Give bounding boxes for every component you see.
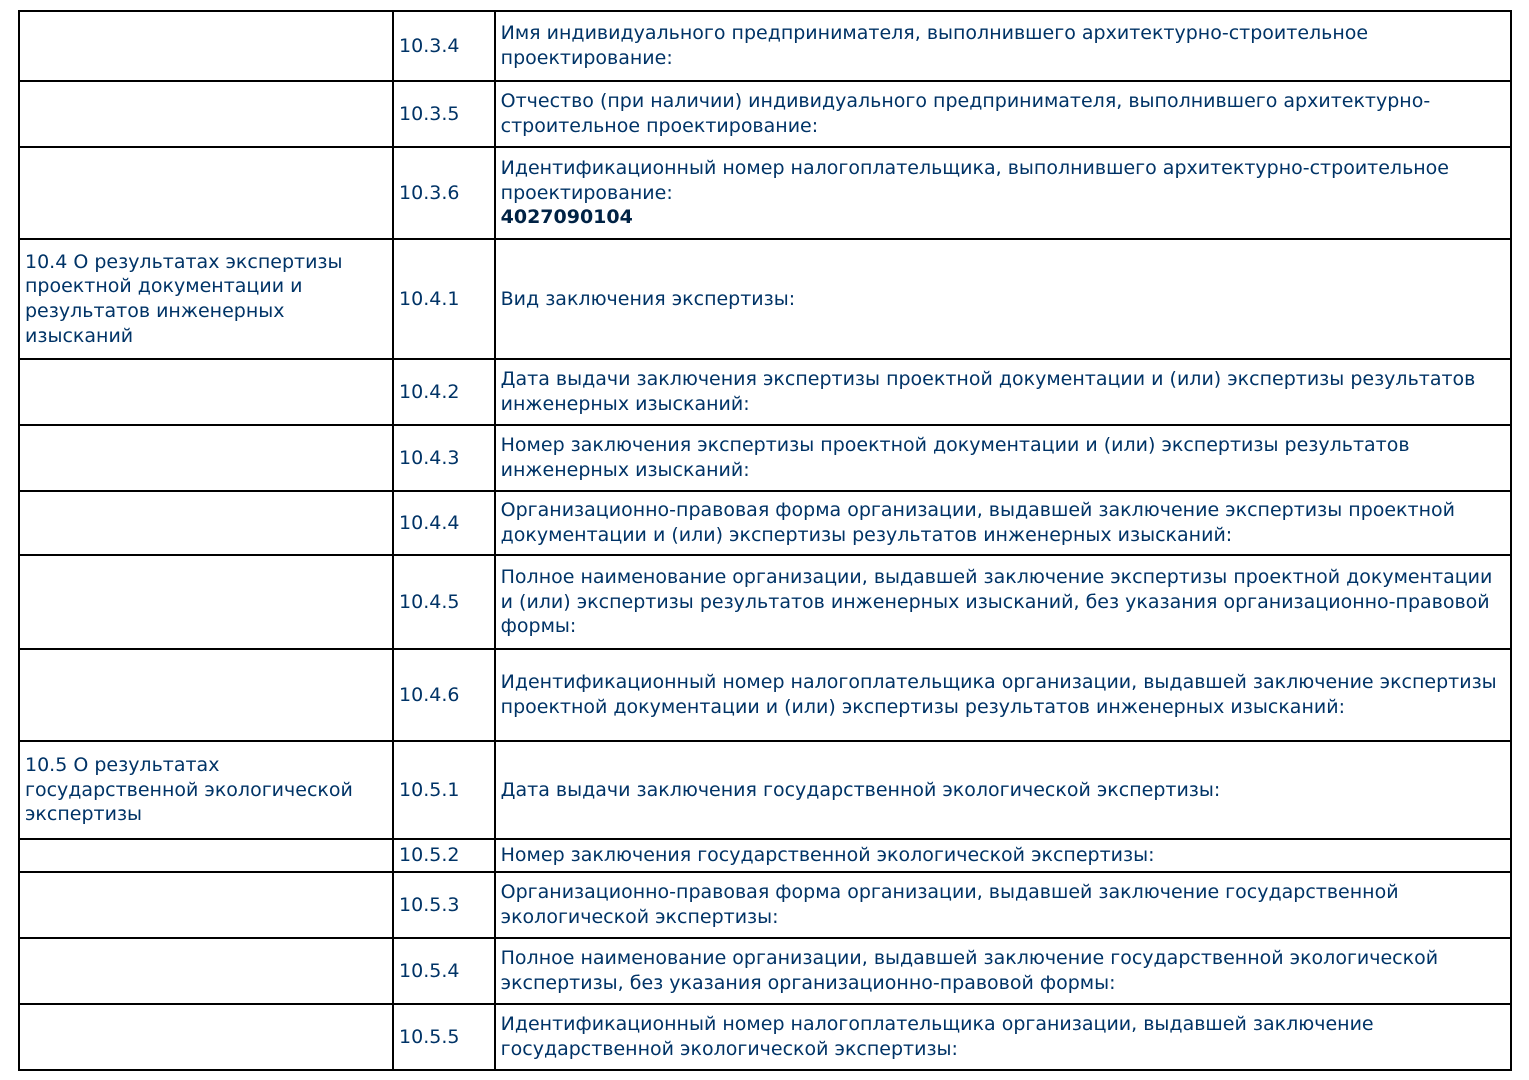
description-text: Идентификационный номер налогоплательщика организации, выдавшей заключение экспертизы проектной документации и (или) экспертизы результатов инженерных изысканий: [500,671,1497,718]
description-cell [495,425,1511,491]
section-cell [19,1004,393,1070]
section-cell [19,359,393,425]
description-cell [495,839,1511,872]
description-cell [495,359,1511,425]
item-number-cell [393,359,495,425]
description-text: Номер заключения государственной экологической экспертизы: [500,844,1155,867]
item-number-cell [393,938,495,1004]
table-row [19,1004,1511,1070]
item-number-cell [393,1004,495,1070]
item-number-cell [393,491,495,555]
item-number: 10.5.1 [399,778,460,801]
item-number: 10.3.6 [399,181,460,204]
description-text: Идентификационный номер налогоплательщика организации, выдавшей заключение государственной экологической экспертизы: [500,1013,1374,1060]
description-text: Полное наименование организации, выдавшей заключение государственной экологической экспертизы, без указания организационно-правовой формы: [500,947,1439,994]
section-cell [19,555,393,649]
table-row [19,938,1511,1004]
description-text: Организационно-правовая форма организации, выдавшей заключение государственной экологической экспертизы: [500,881,1399,928]
item-number: 10.5.2 [399,844,460,867]
item-number: 10.4.4 [399,511,460,534]
item-number: 10.3.5 [399,102,460,125]
description-cell [495,11,1511,81]
description-cell [495,741,1511,839]
item-number-cell [393,81,495,147]
section-cell [19,741,393,839]
table-row [19,649,1511,741]
description-text: Вид заключения экспертизы: [500,287,796,310]
table-row [19,239,1511,359]
description-cell [495,81,1511,147]
section-cell [19,938,393,1004]
description-cell [495,1004,1511,1070]
section-label: 10.5 О результатах государственной экологической экспертизы [25,753,353,826]
item-number: 10.4.1 [399,287,460,310]
item-number: 10.5.3 [399,893,460,916]
table-row [19,359,1511,425]
item-number-cell [393,839,495,872]
item-number: 10.4.6 [399,683,460,706]
section-cell [19,11,393,81]
item-number-cell [393,555,495,649]
description-text: Дата выдачи заключения экспертизы проектной документации и (или) экспертизы результатов инженерных изысканий: [500,368,1476,415]
table-row [19,872,1511,938]
declaration-table [18,10,1512,1071]
table-row [19,11,1511,81]
table-row [19,741,1511,839]
section-cell [19,147,393,239]
section-cell [19,839,393,872]
section-cell [19,649,393,741]
table-row [19,147,1511,239]
description-cell [495,491,1511,555]
table-row [19,425,1511,491]
description-cell [495,239,1511,359]
section-cell [19,425,393,491]
table-row [19,555,1511,649]
item-number: 10.5.4 [399,959,460,982]
description-text: Дата выдачи заключения государственной экологической экспертизы: [500,778,1221,801]
item-number: 10.3.4 [399,34,460,57]
description-cell [495,555,1511,649]
description-text: Имя индивидуального предпринимателя, выполнившего архитектурно-строительное проектирование: [500,22,1369,69]
item-number-cell [393,11,495,81]
description-text: Идентификационный номер налогоплательщика, выполнившего архитектурно-строительное проектирование: [500,156,1449,204]
section-cell [19,872,393,938]
description-cell [495,649,1511,741]
description-text: Полное наименование организации, выдавшей заключение экспертизы проектной документации и (или) экспертизы результатов инженерных изысканий, без указания организационно-правовой формы: [500,565,1493,638]
item-number-cell [393,147,495,239]
item-number: 10.5.5 [399,1025,460,1048]
item-number-cell [393,649,495,741]
item-number-cell [393,741,495,839]
table-row [19,491,1511,555]
item-number-cell [393,239,495,359]
section-cell [19,239,393,359]
description-cell [495,147,1511,239]
section-cell [19,81,393,147]
description-cell [495,872,1511,938]
description-text: Отчество (при наличии) индивидуального предпринимателя, выполнившего архитектурно-строительное проектирование: [500,90,1431,137]
item-number: 10.4.5 [399,590,460,613]
item-number: 10.4.2 [399,380,460,403]
table-row [19,81,1511,147]
section-label: 10.4 О результатах экспертизы проектной документации и результатов инженерных изысканий [25,250,343,347]
description-text: Номер заключения экспертизы проектной документации и (или) экспертизы результатов инженерных изысканий: [500,434,1410,481]
item-number: 10.4.3 [399,446,460,469]
section-cell [19,491,393,555]
inn-value: 4027090104 [500,206,633,229]
description-cell [495,938,1511,1004]
item-number-cell [393,425,495,491]
item-number-cell [393,872,495,938]
table-row [19,839,1511,872]
description-text: Организационно-правовая форма организации, выдавшей заключение экспертизы проектной документации и (или) экспертизы результатов инженерных изысканий: [500,499,1456,546]
